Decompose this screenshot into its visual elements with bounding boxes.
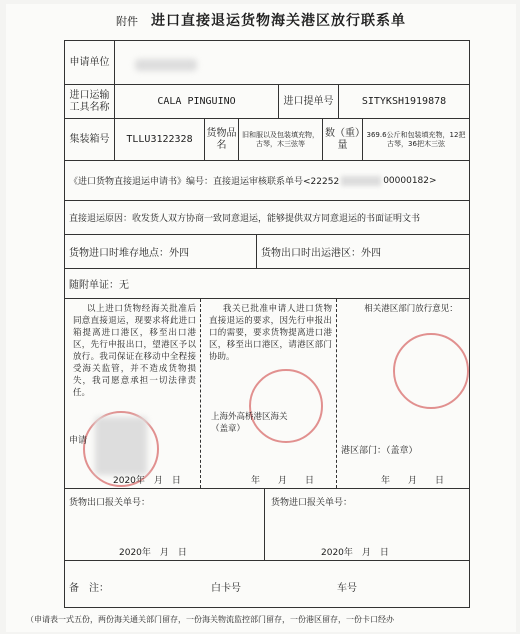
applicant-label: 申请单位	[65, 41, 115, 84]
customs-approval-cell	[201, 299, 337, 488]
quantity-label: 数（重）量	[323, 119, 363, 160]
redacted-block	[95, 417, 147, 475]
customs-office-label: 上海外高桥港区海关（盖章）	[211, 412, 288, 434]
attached-row	[65, 269, 469, 299]
import-storage-text: 货物进口时堆存地点：外四	[65, 235, 257, 268]
port-dept-label: 港区部门：（盖章）	[341, 446, 418, 456]
reason-text: 直接退运原因：收发货人双方协商一致同意退运，能够提供双方同意退运的书面证明文书	[69, 214, 421, 224]
import-declaration-label: 货物进口报关单号：	[271, 498, 353, 508]
approval-text-tail: 00000182>	[383, 175, 437, 186]
transport-value: CALA PINGUINO	[115, 85, 279, 118]
remarks-label: 备 注：	[69, 583, 109, 594]
document-page	[6, 4, 516, 632]
quantity-value: 369.6公斤和包装填充物，12把古琴，36把木三弦	[366, 130, 466, 148]
port-release-cell	[337, 299, 469, 488]
container-label: 集装箱号	[65, 119, 115, 160]
footer-note: （申请表一式五份，两份海关通关部门留存，一份海关物流监控部门留存，一份港区留存，一份卡口经办	[26, 615, 394, 624]
applicant-sign-label: 申请	[69, 436, 88, 446]
customs-approval-text: 我关已批准申请人进口货物直接退运的要求，因先行申报出口的需要，要求货物提离进口港区，移至出口港区，请港区部门协助。	[209, 304, 332, 362]
document-title: 进口直接退运货物海关港区放行联系单	[151, 13, 407, 29]
attached-text: 随附单证：无	[69, 280, 129, 291]
export-declaration-label: 货物出口报关单号：	[69, 498, 151, 508]
attachment-prefix: 附件	[115, 15, 138, 28]
approval-row	[65, 161, 469, 201]
signature-row	[65, 299, 469, 489]
redacted-block	[341, 176, 381, 186]
remarks-row	[65, 561, 469, 607]
goods-label: 货物品名	[205, 119, 239, 160]
goods-value: 旧和服以及包装填充物，古琴，木三弦等	[239, 119, 323, 160]
approval-text: 《进口货物直接退运申请书》编号：直接退运审核联系单号<22252	[69, 177, 340, 187]
vehicle-number-label: 车号	[337, 583, 357, 594]
form-table	[64, 40, 470, 608]
port-stamp	[393, 333, 469, 409]
customs-date: 年 月 日	[251, 476, 315, 486]
declaration-row	[65, 489, 469, 561]
applicant-statement: 以上进口货物经海关批准后同意直接退运，现要求将此进口箱提离进口港区，移至出口港区，先行申报出口，望港区予以放行。我司保证在移动中全程接受海关监管，并不造成货物损失，我司愿意承担一切法律责任。	[73, 304, 196, 398]
container-row	[65, 119, 469, 161]
port-release-text: 相关港区部门放行意见：	[364, 304, 458, 314]
applicant-row	[65, 41, 469, 85]
transport-row	[65, 85, 469, 119]
redacted-block	[135, 59, 197, 71]
port-date: 年 月 日	[381, 476, 445, 486]
import-declaration-cell	[265, 489, 469, 560]
applicant-statement-cell	[65, 299, 201, 488]
bill-value: SITYKSH1919878	[361, 96, 447, 107]
transport-label: 进口运输工具名称	[65, 85, 115, 118]
storage-row	[65, 235, 469, 269]
export-declaration-date: 2020年 月 日	[119, 548, 187, 558]
container-value: TLLU3122328	[115, 119, 205, 160]
document-header	[6, 10, 516, 30]
export-declaration-cell	[65, 489, 265, 560]
white-card-label: 白卡号	[211, 583, 241, 594]
remarks-cell	[65, 561, 469, 607]
applicant-date: 2020年 月 日	[113, 476, 181, 486]
reason-row	[65, 201, 469, 235]
bill-label: 进口提单号	[279, 85, 339, 118]
approval-text-cell	[65, 161, 469, 200]
import-declaration-date: 2020年 月 日	[321, 548, 389, 558]
export-port-text: 货物出口时出运港区：外四	[261, 248, 381, 259]
applicant-value	[115, 41, 469, 84]
